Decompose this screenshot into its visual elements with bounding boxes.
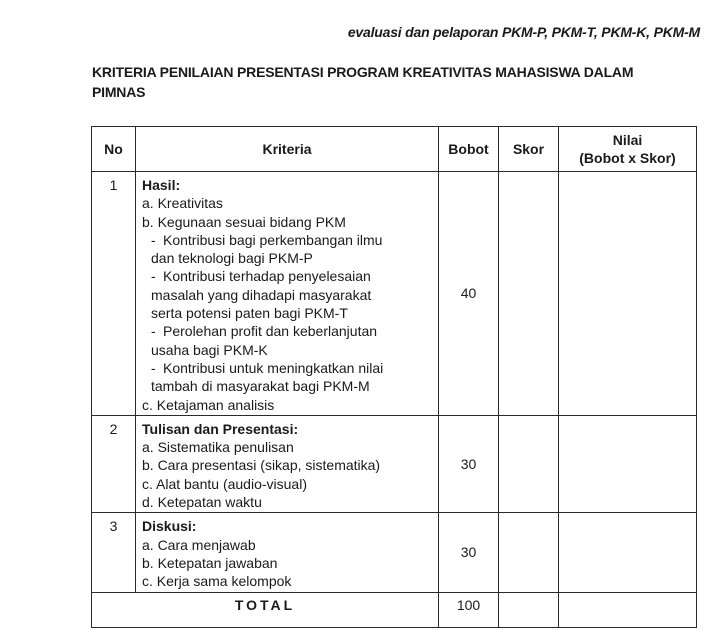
criteria-item: a. Cara menjawab (142, 536, 256, 553)
subitem-text: tambah di masyarakat bagi PKM-M (151, 378, 370, 395)
row-skor (499, 513, 559, 592)
row-skor (499, 415, 559, 512)
row-criteria (136, 513, 439, 592)
row-bobot: 30 (439, 415, 499, 512)
header-bobot: Bobot (439, 127, 499, 172)
title-line-1: KRITERIA PENILAIAN PRESENTASI PROGRAM KREATIVITAS MAHASISWA DALAM (92, 64, 634, 80)
subitem-text: masalah yang dihadapi masyarakat (151, 286, 372, 303)
criteria-item: c. Kerja sama kelompok (142, 573, 292, 590)
total-label: TOTAL (92, 592, 439, 627)
row-skor (499, 172, 559, 416)
table-row (92, 415, 697, 512)
row-nilai (559, 513, 697, 592)
table-row (92, 172, 697, 416)
criteria-item: b. Cara presentasi (sikap, sistematika) (142, 457, 381, 474)
running-header: evaluasi dan pelaporan PKM-P, PKM-T, PKM-K, PKM-M (347, 24, 700, 40)
row-number: 3 (92, 513, 136, 592)
criteria-table (91, 126, 697, 628)
subitem-text: usaha bagi PKM-K (151, 341, 268, 358)
subitem-text: Kontribusi terhadap penyelesaian (163, 268, 371, 285)
row-bobot: 40 (439, 172, 499, 416)
title-line-2: PIMNAS (92, 84, 146, 100)
criteria-subitem: - Kontribusi untuk meningkatkan nilai tambah di masyarakat bagi PKM-M (142, 359, 432, 396)
header-nilai (559, 127, 697, 172)
header-nilai-line2: (Bobot x Skor) (579, 150, 676, 166)
header-no: No (92, 127, 136, 172)
criteria-item: b. Kegunaan sesuai bidang PKM (142, 213, 346, 230)
document-title (92, 62, 672, 102)
row-bobot: 30 (439, 513, 499, 592)
criteria-heading: Hasil: (142, 177, 181, 193)
criteria-item: a. Kreativitas (142, 195, 223, 212)
criteria-item: c. Ketajaman analisis (142, 396, 275, 413)
header-kriteria: Kriteria (136, 127, 439, 172)
subitem-text: Perolehan profit dan keberlanjutan (163, 323, 378, 340)
criteria-subitem: - Perolehan profit dan keberlanjutan usaha bagi PKM-K (142, 322, 432, 359)
subitem-text: Kontribusi bagi perkembangan ilmu (163, 231, 383, 248)
header-skor: Skor (499, 127, 559, 172)
criteria-subitem: - Kontribusi terhadap penyelesaian masalah yang dihadapi masyarakat serta potensi paten bagi PKM-T (142, 267, 432, 322)
row-nilai (559, 172, 697, 416)
total-skor (499, 592, 559, 627)
total-nilai (559, 592, 697, 627)
header-nilai-line1: Nilai (612, 132, 643, 148)
row-number: 1 (92, 172, 136, 416)
criteria-item: c. Alat bantu (audio-visual) (142, 475, 307, 492)
row-nilai (559, 415, 697, 512)
criteria-heading: Diskusi: (142, 518, 197, 535)
criteria-item: b. Ketepatan jawaban (142, 554, 278, 571)
criteria-item: a. Sistematika penulisan (142, 439, 294, 456)
row-criteria (136, 415, 439, 512)
table-header-row (92, 127, 697, 172)
table-row (92, 513, 697, 592)
row-number: 2 (92, 415, 136, 512)
criteria-subitem: - Kontribusi bagi perkembangan ilmu dan teknologi bagi PKM-P (142, 231, 432, 268)
subitem-text: serta potensi paten bagi PKM-T (151, 305, 348, 322)
total-row (92, 592, 697, 627)
subitem-text: Kontribusi untuk meningkatkan nilai (163, 359, 384, 376)
row-criteria (136, 172, 439, 416)
criteria-item: d. Ketepatan waktu (142, 494, 262, 511)
subitem-text: dan teknologi bagi PKM-P (151, 250, 313, 267)
total-bobot: 100 (439, 592, 499, 627)
criteria-heading: Tulisan dan Presentasi: (142, 420, 299, 437)
